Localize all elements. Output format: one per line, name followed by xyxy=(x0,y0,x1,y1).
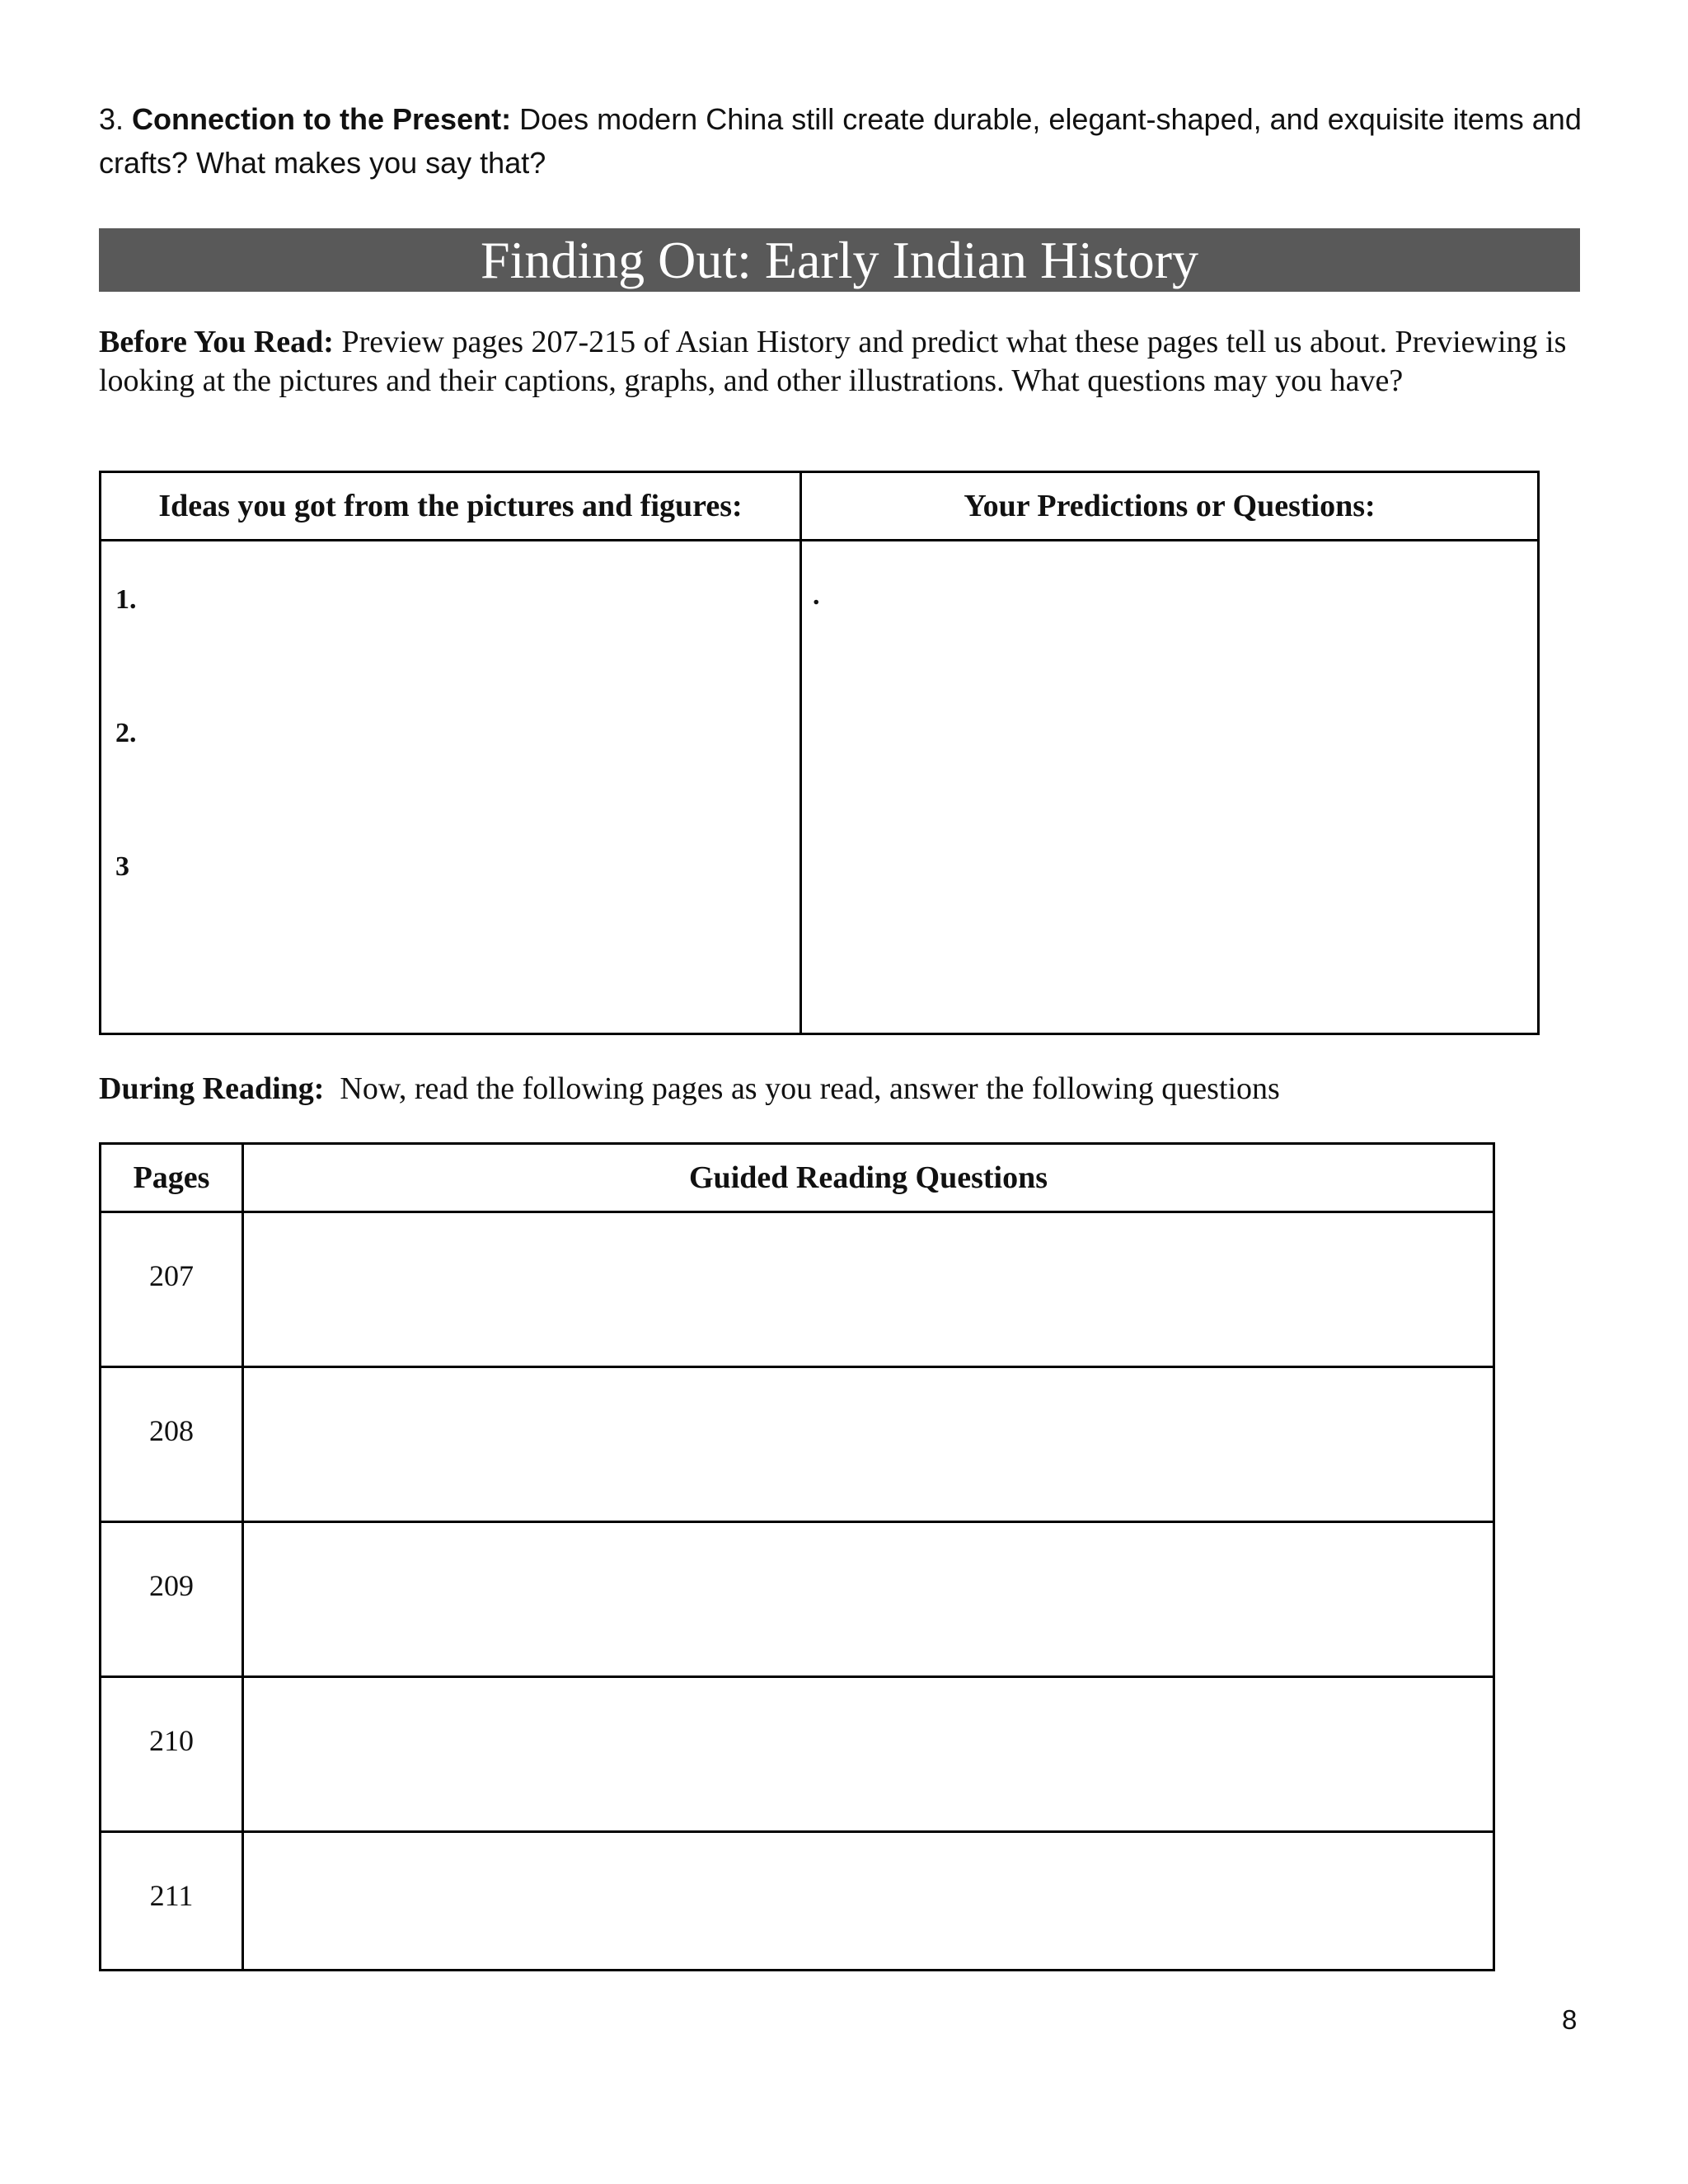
question-3 xyxy=(99,97,1582,185)
before-you-read-instructions xyxy=(99,323,1582,401)
row-divider xyxy=(101,1521,1493,1523)
during-reading-text: Now, read the following pages as you read, answer the following questions xyxy=(340,1071,1280,1106)
page-cell-210: 210 xyxy=(149,1724,194,1757)
column-divider xyxy=(799,473,802,1033)
row-divider xyxy=(101,1366,1493,1368)
during-reading-label: During Reading: xyxy=(99,1071,325,1106)
guided-reading-table xyxy=(99,1142,1495,1971)
header-guided-questions: Guided Reading Questions xyxy=(689,1160,1048,1195)
question-label: Connection to the Present: xyxy=(132,102,512,136)
question-text: Does modern China still create durable, elegant-shaped, and exquisite items and crafts? What makes you say that? xyxy=(99,102,1582,180)
page-number: 8 xyxy=(1562,2004,1578,2035)
header-predictions: Your Predictions or Questions: xyxy=(964,489,1376,523)
page-cell-207: 207 xyxy=(149,1259,194,1292)
idea-number-1: 1. xyxy=(115,584,137,615)
header-divider xyxy=(101,1211,1493,1213)
prediction-mark: . xyxy=(813,580,820,611)
section-title-banner: Finding Out: Early Indian History xyxy=(99,228,1580,292)
row-divider xyxy=(101,1675,1493,1678)
during-reading-instructions xyxy=(99,1070,1582,1108)
before-you-read-text: Preview pages 207-215 of Asian History and predict what these pages tell us about. Previewing is looking at the pictures and their captions, graphs, and other illustrations. What questions may you have? xyxy=(99,325,1567,398)
page-cell-208: 208 xyxy=(149,1414,194,1447)
column-divider xyxy=(241,1145,244,1969)
idea-number-2: 2. xyxy=(115,718,137,748)
preview-table xyxy=(99,471,1540,1035)
row-divider xyxy=(101,1830,1493,1833)
before-you-read-label: Before You Read: xyxy=(99,325,334,359)
header-divider xyxy=(101,539,1537,541)
page-cell-211: 211 xyxy=(149,1879,194,1912)
question-number: 3. xyxy=(99,102,124,136)
idea-number-3: 3 xyxy=(115,851,129,882)
header-pages: Pages xyxy=(133,1160,210,1195)
header-ideas: Ideas you got from the pictures and figures: xyxy=(158,489,743,523)
page-cell-209: 209 xyxy=(149,1569,194,1602)
